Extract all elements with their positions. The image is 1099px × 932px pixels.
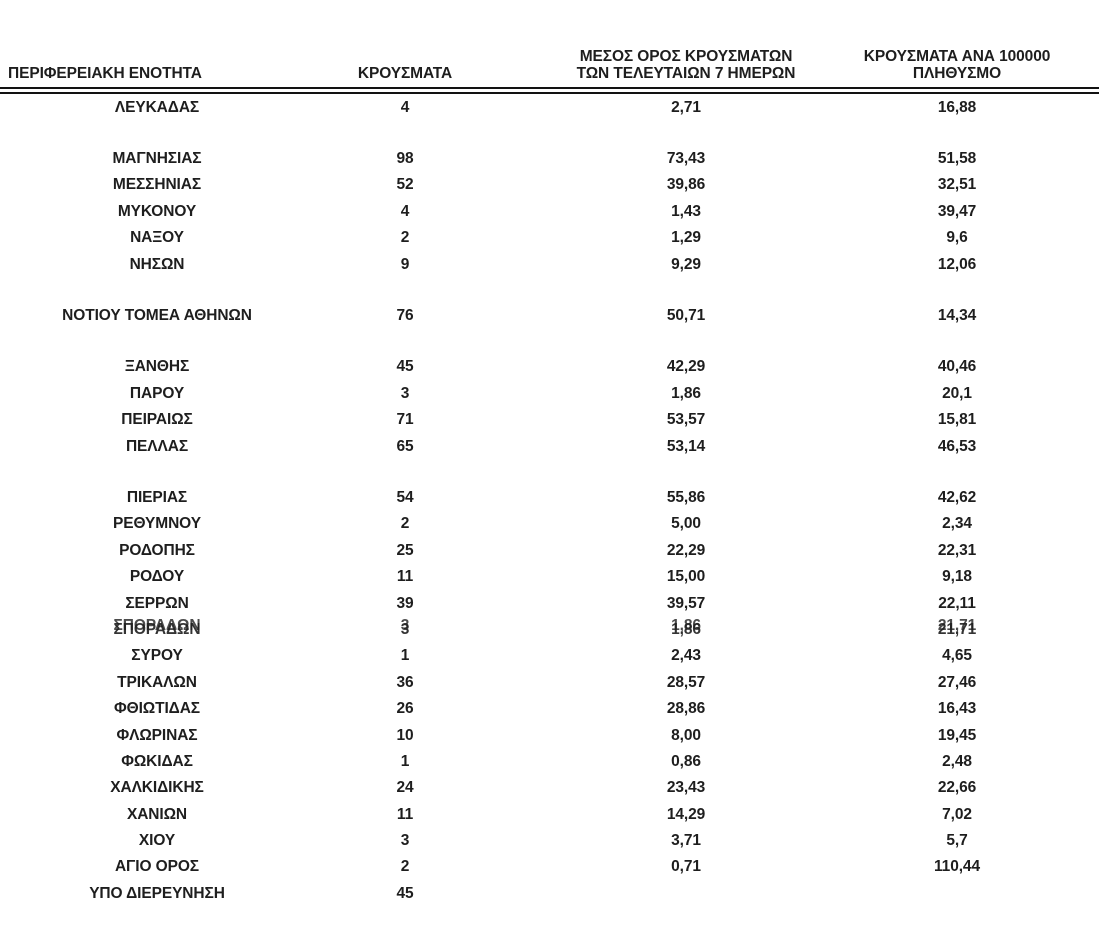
region-name-cell: ΛΕΥΚΑΔΑΣ [114,98,200,116]
per-100k-cell: 5,7 [946,832,968,850]
region-name-cell: ΦΩΚΙΔΑΣ [121,752,193,770]
region-name-cell: ΦΛΩΡΙΝΑΣ [116,726,198,744]
table-group [0,485,1099,907]
per-100k-cell: 16,88 [937,98,977,116]
cases-cell: 45 [396,358,414,376]
avg-7day-cell: 1,43 [671,202,701,220]
table-group [0,354,1099,460]
per-100k-cell: 2,34 [942,515,972,533]
per-100k-cell: 22,31 [937,541,977,559]
region-name-cell: ΜΕΣΣΗΝΙΑΣ [112,176,202,194]
cases-cell: 54 [396,488,414,506]
cases-cell: 25 [396,541,414,559]
region-name-cell: ΧΑΛΚΙΔΙΚΗΣ [110,779,204,797]
avg-7day-cell: 1,29 [671,229,701,247]
per-100k-cell: 42,62 [937,488,977,506]
column-header-cases: ΚΡΟΥΣΜΑΤΑ [357,65,453,82]
region-name-cell: ΝΑΞΟΥ [130,229,184,247]
column-header-per-100k-line2: ΠΛΗΘΥΣΜΟ [912,65,1002,82]
column-header-per-100k [832,48,1082,82]
cases-cell: 11 [396,568,414,586]
per-100k-cell: 22,66 [937,779,977,797]
cases-cell: 3 [400,832,410,850]
avg-7day-cell: 53,14 [666,437,706,455]
table-row [0,643,1099,669]
table-row [0,696,1099,722]
per-100k-cell: 9,18 [942,568,972,586]
region-name-cell: ΧΑΝΙΩΝ [126,805,188,823]
per-100k-cell: 51,58 [937,150,977,168]
per-100k-cell: 32,51 [937,176,977,194]
table-row [0,564,1099,590]
region-name-cell: ΞΑΝΘΗΣ [124,358,190,376]
per-100k-cell: 9,6 [946,229,968,247]
region-name-cell: ΧΙΟΥ [138,832,176,850]
table-row [0,511,1099,537]
region-name-cell: ΡΟΔΟΠΗΣ [119,541,195,559]
cases-cell: 39 [396,594,414,612]
table-row [0,95,1099,121]
per-100k-cell: 4,65 [942,647,972,665]
table-row [0,722,1099,748]
avg-7day-cell: 53,57 [666,411,706,429]
per-100k-cell: 16,43 [937,700,977,718]
avg-7day-cell: 23,43 [666,779,706,797]
per-100k-cell: 20,1 [942,384,972,402]
avg-7day-cell: 14,29 [666,805,706,823]
avg-7day-cell: 0,71 [671,858,701,876]
table-group [0,146,1099,278]
cases-cell: 2 [400,229,410,247]
region-name-cell: ΣΕΡΡΩΝ [125,594,189,612]
avg-7day-cell: 28,57 [666,673,706,691]
per-100k-cell: 110,44 [934,858,980,876]
per-100k-cell: 46,53 [937,437,977,455]
avg-7day-cell: 8,00 [671,726,701,744]
region-name-cell: ΠΕΙΡΑΙΩΣ [121,411,193,429]
table-row [0,801,1099,827]
column-header-region: ΠΕΡΙΦΕΡΕΙΑΚΗ ΕΝΟΤΗΤΑ [8,65,202,82]
column-header-avg-7days [540,48,832,82]
per-100k-cell: 12,06 [937,255,977,273]
region-name-cell: ΥΠΟ ΔΙΕΡΕΥΝΗΣΗ [89,884,225,902]
avg-7day-cell: 55,86 [666,488,706,506]
region-name-cell: ΜΥΚΟΝΟΥ [117,202,197,220]
avg-7day-cell: 39,57 [666,594,706,612]
avg-7day-cell: 15,00 [666,568,706,586]
per-100k-cell: 27,46 [937,673,977,691]
region-name-cell: ΣΠΟΡΑΔΩΝ [113,620,201,638]
table-group [0,303,1099,329]
table-group [0,95,1099,121]
table-row [0,538,1099,564]
cases-cell: 11 [396,805,414,823]
avg-7day-cell: 2,43 [671,647,701,665]
avg-7day-cell: 1,86 [671,384,701,402]
per-100k-cell: 14,34 [937,307,977,325]
per-100k-cell: 39,47 [937,202,977,220]
per-100k-cell: 40,46 [937,358,977,376]
table-row [0,590,1099,616]
region-name-cell: ΜΑΓΝΗΣΙΑΣ [112,150,202,168]
cases-cell: 45 [396,884,414,902]
table-row [0,303,1099,329]
region-name-cell: ΝΟΤΙΟΥ ΤΟΜΕΑ ΑΘΗΝΩΝ [62,307,252,325]
per-100k-cell: 7,02 [942,805,972,823]
cases-cell: 71 [396,411,414,429]
avg-7day-cell: 39,86 [666,176,706,194]
avg-7day-cell: 22,29 [666,541,706,559]
region-name-cell: ΤΡΙΚΑΛΩΝ [117,673,197,691]
cases-cell: 2 [400,858,410,876]
table-row [0,670,1099,696]
table-row [0,485,1099,511]
cases-cell: 4 [400,98,410,116]
cases-cell: 4 [400,202,410,220]
cases-cell: 10 [396,726,414,744]
avg-7day-cell: 28,86 [666,700,706,718]
region-name-cell: ΦΘΙΩΤΙΔΑΣ [113,700,201,718]
region-name-cell: ΝΗΣΩΝ [129,255,185,273]
table-row [0,354,1099,380]
cases-cell: 36 [396,673,414,691]
table-row [0,381,1099,407]
table-row [0,172,1099,198]
cases-cell: 3 [400,384,410,402]
region-name-cell: ΣΥΡΟΥ [131,647,183,665]
avg-7day-cell: 42,29 [666,358,706,376]
table-row [0,617,1099,643]
cases-cell: 76 [396,307,414,325]
cases-cell: 52 [396,176,414,194]
table-row [0,749,1099,775]
table-row [0,225,1099,251]
column-header-avg-7days-line2: ΤΩΝ ΤΕΛΕΥΤΑΙΩΝ 7 ΗΜΕΡΩΝ [576,65,796,82]
table-body [0,94,1099,908]
avg-7day-cell: 2,71 [671,98,701,116]
avg-7day-cell: 3,71 [671,832,701,850]
region-name-cell: ΡΕΘΥΜΝΟΥ [113,515,201,533]
table-row [0,199,1099,225]
table-row [0,146,1099,172]
cases-cell: 9 [400,255,410,273]
cases-cell: 1 [400,752,410,770]
cases-cell: 3 [400,620,410,638]
region-name-cell: ΡΟΔΟΥ [129,568,185,586]
table-row [0,881,1099,907]
cases-cell: 2 [400,515,410,533]
cases-cell: 24 [396,779,414,797]
region-name-cell: ΑΓΙΟ ΟΡΟΣ [114,858,200,876]
avg-7day-cell: 73,43 [666,150,706,168]
cases-cell: 26 [396,700,414,718]
cases-cell: 98 [396,150,414,168]
per-100k-cell: 22,11 [938,594,976,612]
per-100k-cell: 2,48 [942,752,972,770]
region-name-cell: ΠΑΡΟΥ [129,384,185,402]
cases-cell: 65 [396,437,414,455]
avg-7day-cell: 50,71 [666,307,706,325]
avg-7day-cell: 5,00 [671,515,701,533]
per-100k-cell: 15,81 [937,411,977,429]
per-100k-cell: 19,45 [937,726,977,744]
region-name-cell: ΠΕΛΛΑΣ [125,437,189,455]
table-header-row [0,0,1099,87]
region-name-cell: ΠΙΕΡΙΑΣ [126,488,188,506]
column-header-per-100k-line1: ΚΡΟΥΣΜΑΤΑ ΑΝΑ 100000 [863,48,1051,65]
avg-7day-cell: 0,86 [671,752,701,770]
table-row [0,828,1099,854]
table-row [0,407,1099,433]
column-header-avg-7days-line1: ΜΕΣΟΣ ΟΡΟΣ ΚΡΟΥΣΜΑΤΩΝ [579,48,793,65]
table-row [0,251,1099,277]
table-row [0,433,1099,459]
table-row [0,775,1099,801]
per-100k-cell: 21,71 [937,620,977,638]
avg-7day-cell: 1,86 [671,620,701,638]
avg-7day-cell: 9,29 [671,255,701,273]
cases-cell: 1 [400,647,410,665]
table-row [0,854,1099,880]
